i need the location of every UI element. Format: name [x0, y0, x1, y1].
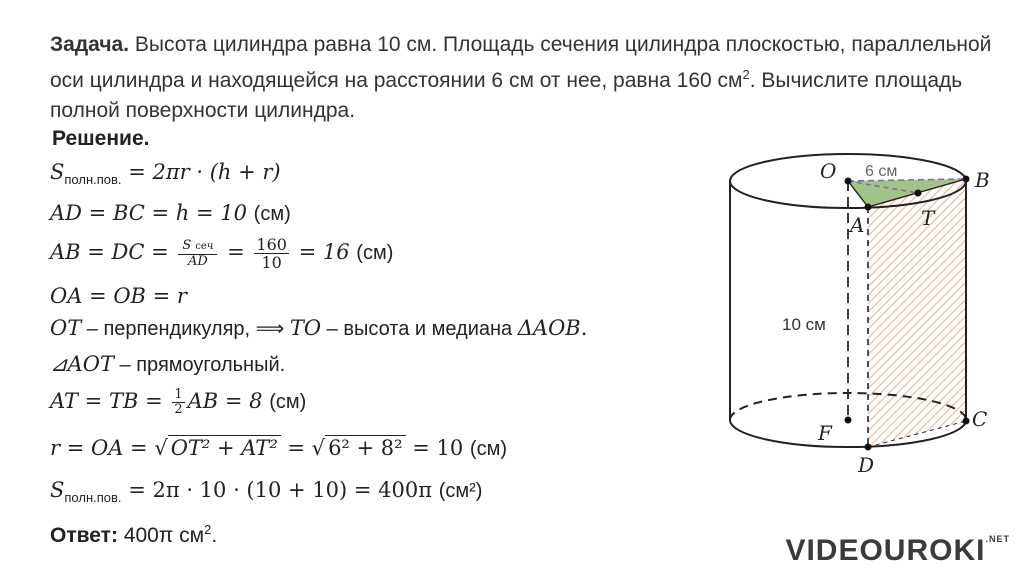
label-o: O [820, 159, 837, 183]
dot: . [580, 316, 588, 340]
s-subscript: полн.пов. [64, 490, 122, 505]
point-b [963, 176, 970, 183]
label-d: D [858, 453, 875, 477]
sqrt-1: OT² + AT² [168, 435, 281, 460]
logo-text: VIDEOUROKI [785, 534, 986, 567]
s-subscript: полн.пов. [64, 172, 122, 187]
median-text: – высота и медиана [321, 318, 518, 340]
den: AD [188, 253, 208, 269]
perp-text: – перпендикуляр, ⟹ [81, 318, 290, 340]
point-d [865, 444, 872, 451]
triangle-aob: ΔAOB [517, 316, 581, 340]
point-a [865, 204, 872, 211]
half-lhs: AT = TB = [50, 389, 170, 413]
answer-end: . [211, 524, 218, 547]
triangle-aot: ⊿AOT [50, 352, 114, 376]
d: 2 [174, 402, 183, 417]
unit: (см) [269, 391, 307, 413]
problem-text: Высота цилиндра равна 10 см. Площадь сечения цилиндра плоскостью, параллельной оси цилиндра и находящейся на расстоянии 6 см от нее, равна 160 см [50, 33, 992, 92]
label-f: F [818, 421, 832, 445]
answer-value: 400π см [117, 524, 205, 547]
unit: (см²) [438, 480, 483, 502]
chord-rest: = 16 [291, 240, 357, 264]
s-symbol: S [50, 478, 65, 502]
answer-sup: 2 [204, 522, 212, 537]
result-rest: = 2π · 10 · (10 + 10) = 400π [121, 478, 439, 502]
unit: (см) [253, 203, 291, 225]
num2: 160 [256, 235, 287, 254]
pyth-mid: = √ [280, 436, 326, 460]
point-t [915, 190, 922, 197]
label-t: T [921, 206, 935, 230]
pyth-rhs: = 10 [405, 436, 470, 460]
label-b: B [975, 168, 990, 192]
solution-heading: Решение. [52, 127, 150, 150]
chord-lhs: AB = DC = [50, 240, 176, 264]
unit: (см) [469, 438, 507, 460]
formula-rest: = 2πr · (h + r) [121, 160, 281, 184]
s-symbol: S [50, 160, 65, 184]
label-distance: 6 см [865, 163, 898, 180]
logo-suffix: .NET [985, 534, 1010, 544]
num-sub: сеч [195, 240, 214, 252]
right-text: – прямоугольный. [113, 354, 286, 376]
problem-sup: 2 [742, 67, 750, 82]
label-c: C [972, 407, 988, 431]
height-expr: AD = BC = h = 10 [50, 201, 254, 225]
point-o [845, 178, 852, 185]
pyth-lhs: r = OA = √ [50, 436, 168, 460]
problem-tail: . Вычислите площадь полной поверхности цилиндра. [50, 69, 963, 122]
videouroki-logo [785, 534, 1010, 568]
sqrt-2: 6² + 8² [325, 435, 406, 460]
ot: OT [50, 316, 82, 340]
problem-label: Задача. [50, 33, 130, 56]
label-a: A [850, 213, 865, 237]
unit: (см) [356, 242, 394, 264]
answer-label: Ответ: [50, 524, 118, 547]
eq: = [220, 240, 252, 264]
den2: 10 [261, 253, 282, 272]
num-s: S [182, 237, 192, 253]
half-rhs: AB = 8 [187, 389, 270, 413]
n: 1 [174, 387, 183, 402]
to: TO [289, 316, 322, 340]
point-c [963, 418, 970, 425]
label-height: 10 см [782, 315, 826, 334]
point-f [845, 417, 852, 424]
formula-radius: OA = OB = r [50, 284, 187, 308]
